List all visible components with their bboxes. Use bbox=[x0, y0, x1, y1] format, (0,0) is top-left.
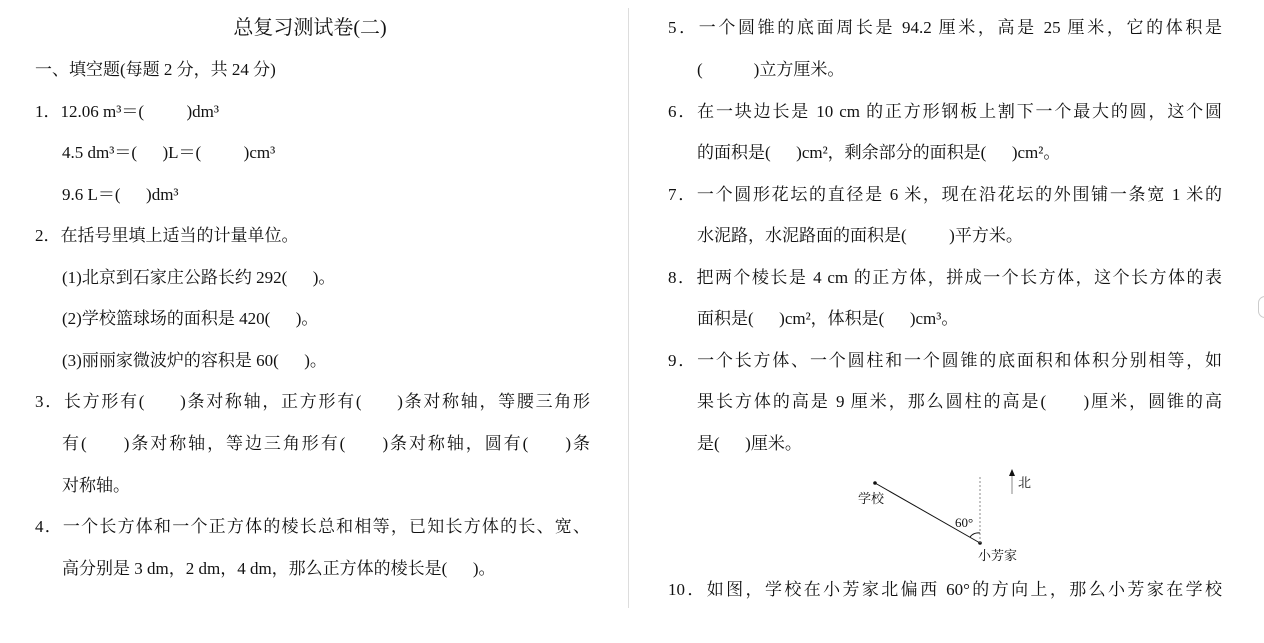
question-2-item: (3)丽丽家微波炉的容积是 60( )。 bbox=[62, 351, 327, 370]
question-1: 1．12.06 m³＝( )dm³ bbox=[35, 102, 219, 121]
question-6: 6．在一块边长是 10 cm 的正方形钢板上割下一个最大的圆，这个圆 bbox=[668, 102, 1222, 121]
question-9-line: 果长方体的高是 9 厘米，那么圆柱的高是( )厘米，圆锥的高 bbox=[697, 392, 1222, 411]
angle-label: 60° bbox=[955, 515, 974, 530]
question-9-line: 是( )厘米。 bbox=[697, 434, 802, 453]
page-edge-handle[interactable] bbox=[1258, 296, 1264, 318]
home-label: 小芳家 bbox=[978, 548, 1018, 563]
question-8-line: 面积是( )cm²，体积是( )cm³。 bbox=[697, 309, 959, 328]
question-3-line: 有( )条对称轴，等边三角形有( )条对称轴，圆有( )条 bbox=[62, 434, 590, 453]
question-3-line: 对称轴。 bbox=[62, 476, 130, 495]
question-1-line: 9.6 L＝( )dm³ bbox=[62, 185, 179, 204]
question-3: 3．长方形有( )条对称轴，正方形有( )条对称轴，等腰三角形 bbox=[35, 392, 590, 411]
north-arrowhead-icon bbox=[1009, 469, 1015, 476]
column-divider bbox=[628, 8, 629, 608]
north-label: 北 bbox=[1018, 475, 1032, 490]
question-10: 10．如图，学校在小芳家北偏西 60°的方向上，那么小芳家在学校 bbox=[668, 580, 1222, 599]
angle-arc bbox=[970, 533, 980, 537]
question-1-line: 4.5 dm³＝( )L＝( )cm³ bbox=[62, 143, 276, 162]
school-point bbox=[873, 481, 877, 485]
question-2-item: (1)北京到石家庄公路长约 292( )。 bbox=[62, 268, 336, 287]
question-4-line: 高分别是 3 dm，2 dm，4 dm，那么正方体的棱长是( )。 bbox=[62, 559, 496, 578]
school-home-line bbox=[875, 483, 980, 543]
direction-diagram bbox=[840, 460, 1060, 570]
question-2: 2．在括号里填上适当的计量单位。 bbox=[35, 226, 299, 245]
question-7: 7．一个圆形花坛的直径是 6 米，现在沿花坛的外围铺一条宽 1 米的 bbox=[668, 185, 1222, 204]
page-title: 总复习测试卷(二) bbox=[233, 17, 387, 39]
question-5-line: ( )立方厘米。 bbox=[697, 60, 845, 79]
section-heading: 一、填空题(每题 2 分，共 24 分) bbox=[35, 60, 276, 79]
question-7-line: 水泥路，水泥路面的面积是( )平方米。 bbox=[697, 226, 1023, 245]
question-2-item: (2)学校篮球场的面积是 420( )。 bbox=[62, 309, 319, 328]
question-5: 5．一个圆锥的底面周长是 94.2 厘米，高是 25 厘米，它的体积是 bbox=[668, 18, 1222, 37]
question-4: 4．一个长方体和一个正方体的棱长总和相等，已知长方体的长、宽、 bbox=[35, 517, 590, 536]
question-6-line: 的面积是( )cm²，剩余部分的面积是( )cm²。 bbox=[697, 143, 1061, 162]
school-label: 学校 bbox=[858, 491, 885, 506]
question-8: 8．把两个棱长是 4 cm 的正方体，拼成一个长方体，这个长方体的表 bbox=[668, 268, 1222, 287]
question-9: 9．一个长方体、一个圆柱和一个圆锥的底面积和体积分别相等，如 bbox=[668, 351, 1222, 370]
